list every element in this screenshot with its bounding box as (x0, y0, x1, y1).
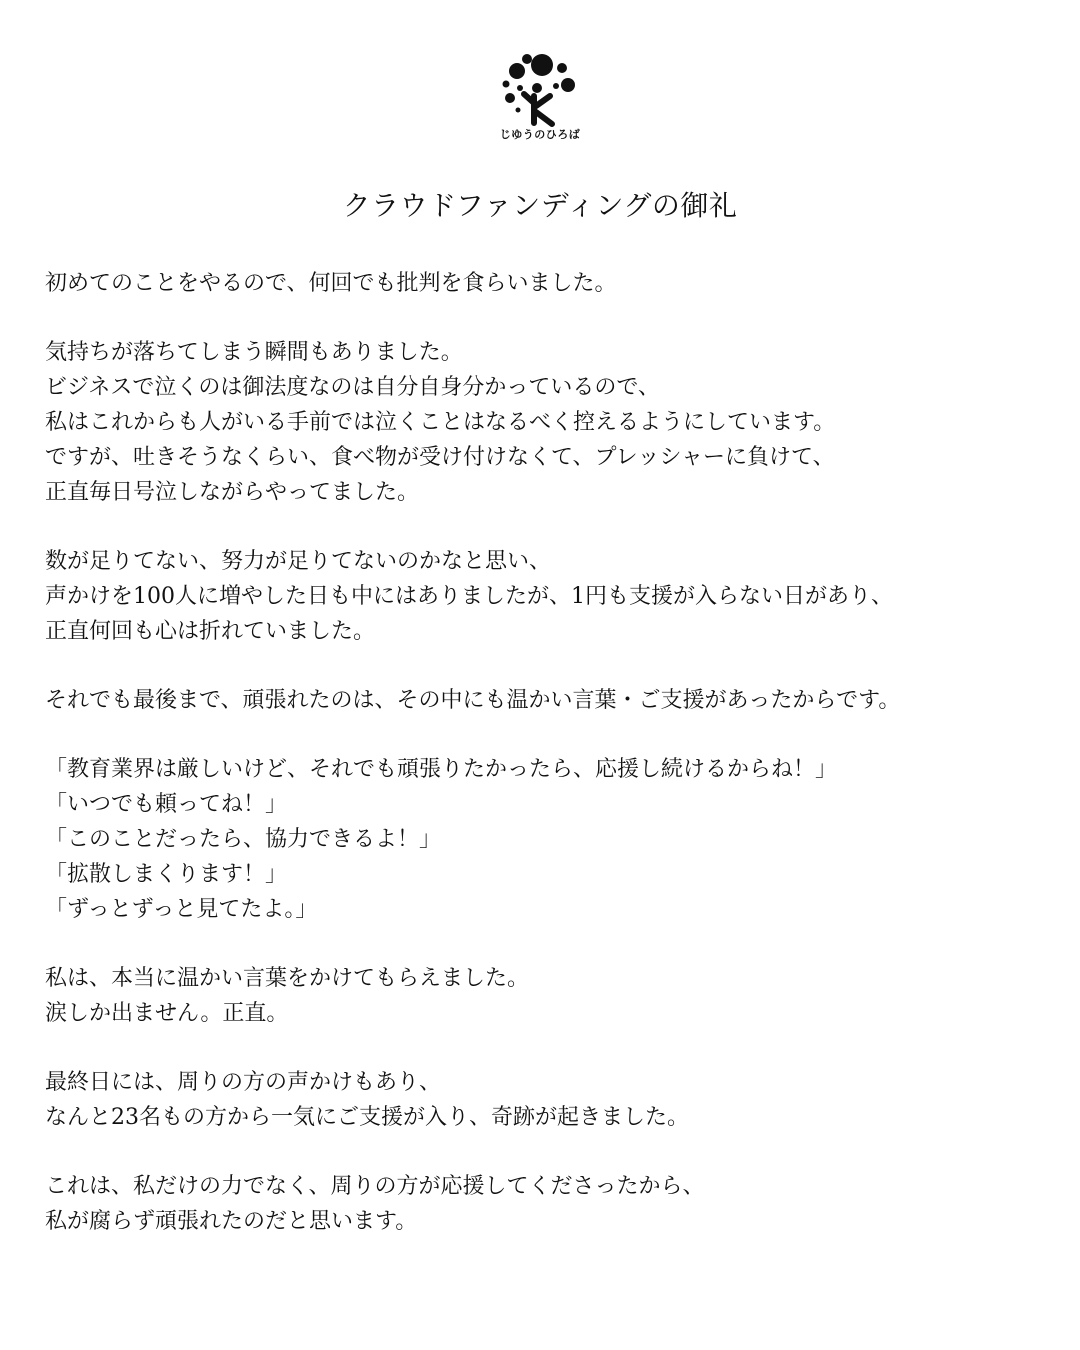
text-line: なんと23名もの方から一気にご支援が入り、奇跡が起きました。 (45, 1105, 689, 1130)
text-line: 最終日には、周りの方の声かけもあり、 (45, 1070, 442, 1095)
paragraph (45, 961, 1065, 1031)
text-line: 「ずっとずっと見てたよ。」 (45, 897, 318, 922)
text-line: 「教育業界は厳しいけど、それでも頑張りたかったら、応援し続けるからね！」 (45, 757, 838, 782)
paragraph (45, 1065, 1065, 1135)
text-line: 「このことだったら、協力できるよ！」 (45, 827, 442, 852)
text-line: 正直毎日号泣しながらやってました。 (45, 480, 420, 505)
tree-person-logo-icon (490, 48, 590, 128)
text-line: 初めてのことをやるので、何回でも批判を食らいました。 (45, 271, 617, 296)
paragraph (45, 683, 1065, 718)
paragraph (45, 335, 1065, 510)
text-line: 気持ちが落ちてしまう瞬間もありました。 (45, 340, 463, 365)
text-line: それでも最後まで、頑張れたのは、その中にも温かい言葉・ご支援があったからです。 (45, 688, 901, 713)
paragraph (45, 1169, 1065, 1239)
text-line: 私が腐らず頑張れたのだと思います。 (45, 1209, 418, 1234)
letter-body (45, 266, 1065, 1273)
text-line: 声かけを100人に増やした日も中にはありましたが、1円も支援が入らない日があり、 (45, 584, 893, 609)
text-line: 「拡散しまくります！」 (45, 862, 288, 887)
page-title: クラウドファンディングの御礼 (342, 189, 738, 222)
text-line: これは、私だけの力でなく、周りの方が応援してくださったから、 (45, 1174, 705, 1199)
text-line: 「いつでも頼ってね！」 (45, 792, 288, 817)
text-line: 数が足りてない、努力が足りてないのかなと思い、 (45, 549, 552, 574)
paragraph (45, 752, 1065, 927)
text-line: 私は、本当に温かい言葉をかけてもらえました。 (45, 966, 530, 991)
text-line: ですが、吐きそうなくらい、食べ物が受け付けなくて、プレッシャーに負けて、 (45, 445, 835, 470)
text-line: 私はこれからも人がいる手前では泣くことはなるべく控えるようにしています。 (45, 410, 836, 435)
logo-text: じゆうのひろば (499, 128, 581, 141)
text-line: 正直何回も心は折れていました。 (45, 619, 376, 644)
paragraph (45, 266, 1065, 301)
text-line: ビジネスで泣くのは御法度なのは自分自身分かっているので、 (45, 375, 660, 400)
text-line: 涙しか出ません。正直。 (45, 1001, 289, 1026)
paragraph (45, 544, 1065, 649)
brand-logo (490, 48, 590, 140)
